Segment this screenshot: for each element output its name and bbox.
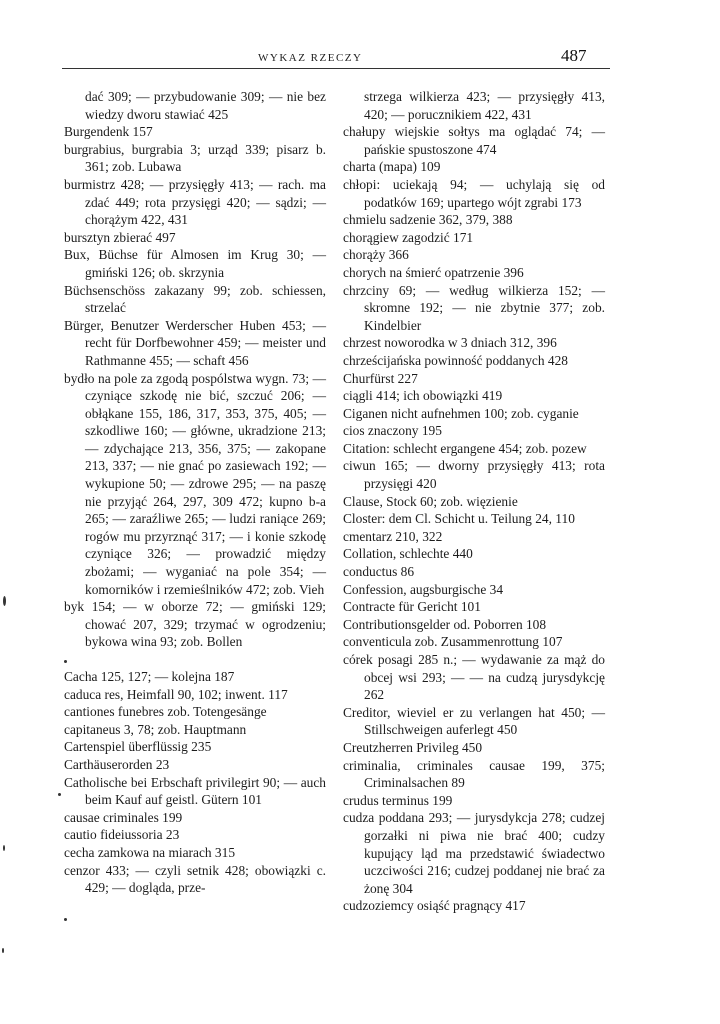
- index-entry: chmielu sadzenie 362, 379, 388: [343, 212, 513, 228]
- index-entry: capitaneus 3, 78; zob. Hauptmann: [64, 721, 247, 737]
- index-entry: Bürger, Benutzer Werderscher Huben 453; — recht für Dorfbewohner 459; — meister und Rathmanne 455; — schaft 456: [64, 317, 326, 368]
- index-entry: causae criminales 199: [64, 809, 183, 825]
- index-entry: Creutzherren Privileg 450: [343, 739, 483, 755]
- index-entry: Contributionsgelder od. Poborren 108: [343, 616, 547, 632]
- index-entry: cios znaczony 195: [343, 423, 442, 439]
- index-entry: cecha zamkowa na miarach 315: [64, 844, 236, 860]
- index-entry: chorąży 366: [343, 247, 409, 263]
- index-column-left: [64, 88, 326, 897]
- index-entry: Churfürst 227: [343, 370, 418, 386]
- index-entry: conventicula zob. Zusammenrottung 107: [343, 634, 563, 650]
- index-entry: strzega wilkierza 423; — przysięgły 413, 420; — porucznikiem 422, 431: [364, 89, 605, 122]
- index-column-right: [343, 88, 605, 915]
- index-entry: cautio fideiussoria 23: [64, 827, 180, 843]
- index-entry: chrześcijańska powinność poddanych 428: [343, 352, 568, 368]
- index-entry: chałupy wiejskie sołtys ma oglądać 74; — pańskie spustoszone 474: [343, 124, 605, 157]
- index-entry: cudza poddana 293; — jurysdykcja 278; cudzej gorzałki ni piwa nie brać 400; cudzy kupujący ląd ma przedstawić świadectwo uczciwości 216; cudzej poddanej nie brać za żonę 304: [343, 810, 605, 896]
- page-number: 487: [561, 46, 587, 65]
- index-entry: chrzciny 69; — według wilkierza 152; — skromne 192; — nie zbytnie 377; zob. Kindelbier: [343, 282, 605, 333]
- index-entry: chorągiew zagodzić 171: [343, 229, 474, 245]
- index-entry: cmentarz 210, 322: [343, 528, 443, 544]
- index-entry: Clause, Stock 60; zob. więzienie: [343, 493, 518, 509]
- index-entry: Creditor, wieviel er zu verlangen hat 450; — Stillschweigen auferlegt 450: [343, 704, 605, 738]
- index-entry: cudzoziemcy osiąść pragnący 417: [343, 898, 526, 914]
- index-entry: Closter: dem Cl. Schicht u. Teilung 24, 110: [343, 511, 575, 527]
- index-entry: Bux, Büchse für Almosen im Krug 30; — gmiński 126; ob. skrzynia: [64, 247, 326, 280]
- index-entry: criminalia, criminales causae 199, 375; Criminalsachen 89: [343, 757, 605, 791]
- index-entry: Cacha 125, 127; — kolejna 187: [64, 669, 235, 684]
- index-entry: burgrabius, burgrabia 3; urząd 339; pisarz b. 361; zob. Lubawa: [64, 141, 326, 175]
- header-rule: [62, 68, 610, 69]
- index-entry: ciągli 414; ich obowiązki 419: [343, 388, 503, 404]
- index-entry: caduca res, Heimfall 90, 102; inwent. 117: [64, 686, 288, 702]
- index-entry: Contracte für Gericht 101: [343, 599, 481, 615]
- index-entry: charta (mapa) 109: [343, 159, 441, 175]
- index-entry: Büchsenschöss zakazany 99; zob. schiessen, strzelać: [64, 282, 326, 316]
- index-entry: bydło na pole za zgodą pospólstwa wygn. 73; — czyniące szkodę nie bić, szczuć 206; — obłąkane 155, 186, 317, 353, 375, 405; — szkodliwe 160; — główne, ukradzione 213; — zdychające 213, 356, 375; — zakopane 213, 337; — nie gnać po zasiewach 192; — wykupione 50; — zdrowe 295; — na paszę nie przyjąć 264, 297, 309 472; kupno b-a 265; — zaraźliwe 265; — ludzi raniące 269; rogów mu przyrznąć 317; — i konie szkodę czyniące 326; — prowadzić między zbożami; — wyganiać na pole 354; — komorników i rzemieślników 472; zob. Vieh: [64, 370, 326, 597]
- index-entry: chłopi: uciekają 94; — uchylają się od podatków 169; upartego wójt zgrabi 173: [343, 176, 605, 210]
- section-gap: [64, 651, 326, 668]
- index-entry: cenzor 433; — czyli setnik 428; obowiązki c. 429; — dogląda, prze-: [64, 862, 326, 896]
- index-entry: chrzest noworodka w 3 dniach 312, 396: [343, 335, 557, 351]
- index-entry: conductus 86: [343, 564, 415, 580]
- index-entry: Cartenspiel überflüssig 235: [64, 739, 212, 755]
- index-entry: burmistrz 428; — przysięgły 413; — rach. ma zdać 449; rota przysięgi 420; — sądzi; — chorążym 422, 431: [64, 176, 326, 228]
- index-entry: Confession, augsburgische 34: [343, 581, 504, 597]
- index-entry: Carthäuserorden 23: [64, 756, 170, 772]
- index-entry: Collation, schlechte 440: [343, 546, 473, 562]
- running-head: WYKAZ RZECZY: [258, 52, 363, 64]
- index-entry: crudus terminus 199: [343, 792, 453, 808]
- index-entry: dać 309; — przybudowanie 309; — nie bez wiedzy dworu stawiać 425: [85, 89, 326, 122]
- index-entry: córek posagi 285 n.; — wydawanie za mąż do obcej wsi 293; — — na cudzą jurysdykcję 262: [343, 652, 605, 703]
- index-entry: bursztyn zbierać 497: [64, 229, 176, 245]
- index-entry: byk 154; — w oborze 72; — gmiński 129; chować 207, 329; trzymać w ogrodzeniu; bykowa wina 93; zob. Bollen: [64, 599, 326, 650]
- index-entry: Citation: schlecht ergangene 454; zob. pozew: [343, 440, 587, 456]
- index-entry: Catholische bei Erbschaft privilegirt 90; — auch beim Kauf auf geistl. Gütern 101: [64, 774, 326, 808]
- index-entry: cantiones funebres zob. Totengesänge: [64, 704, 267, 720]
- index-entry: ciwun 165; — dworny przysięgły 413; rota przysięgi 420: [343, 458, 605, 492]
- index-entry: chorych na śmierć opatrzenie 396: [343, 264, 524, 280]
- index-entry: Burgendenk 157: [64, 124, 153, 140]
- index-entry: Ciganen nicht aufnehmen 100; zob. cyganie: [343, 405, 579, 421]
